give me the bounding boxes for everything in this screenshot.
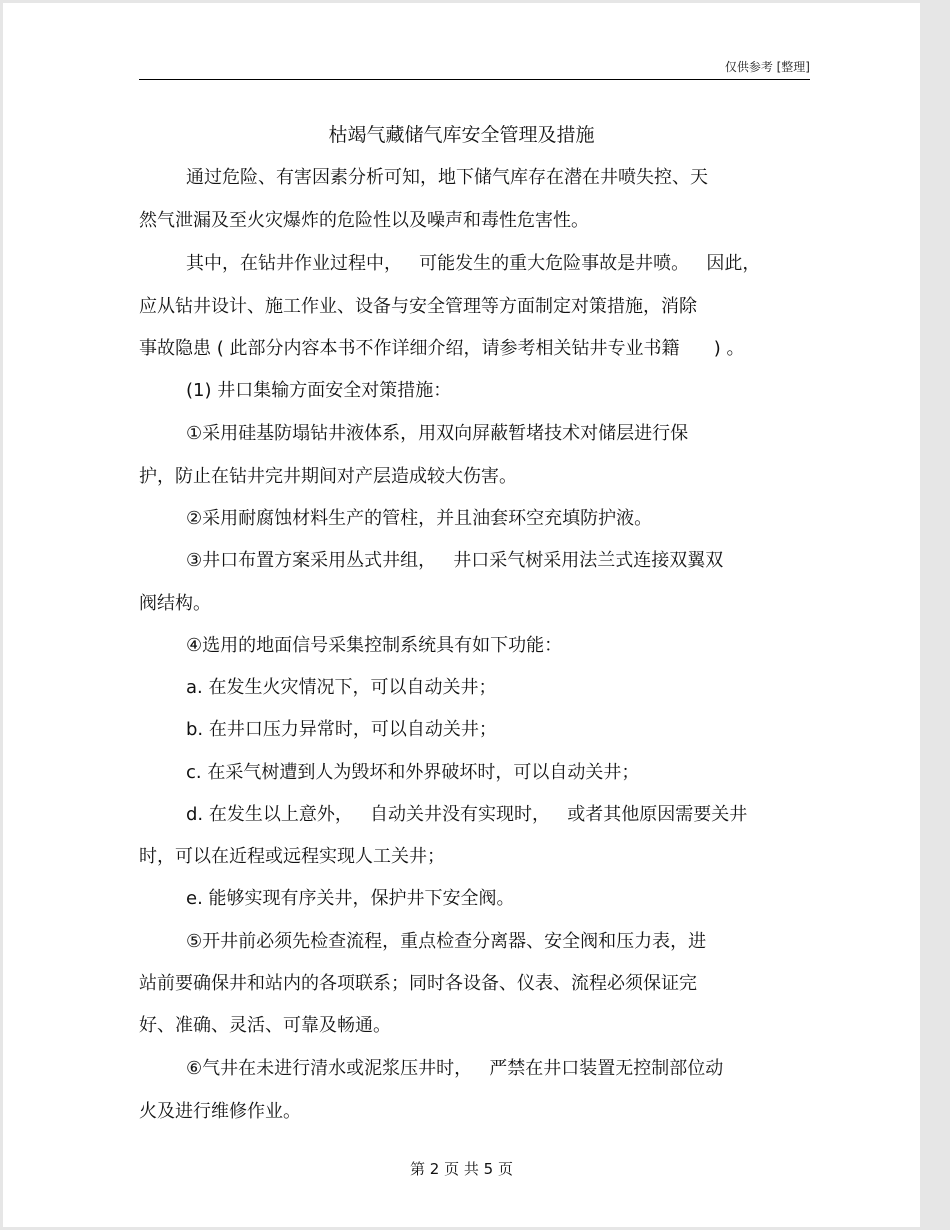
body-line: 其中，在钻井作业过程中， 可能发生的重大危险事故是井喷。 因此， [186,253,761,274]
body-line: c. 在采气树遭到人为毁坏和外界破坏时，可以自动关井； [186,762,640,783]
page-number: 第 2 页 共 5 页 [410,1160,513,1178]
body-line: ②采用耐腐蚀材料生产的管柱，并且油套环空充填防护液。 [186,508,653,529]
body-line: e. 能够实现有序关井，保护井下安全阀。 [186,888,515,909]
body-line: 好、准确、灵活、可靠及畅通。 [139,1015,391,1036]
body-line: 护，防止在钻井完井期间对产层造成较大伤害。 [139,466,517,487]
body-line: 火及进行维修作业。 [139,1101,301,1122]
body-line: d. 在发生以上意外， 自动关井没有实现时， 或者其他原因需要关井 [186,804,748,825]
document-title: 枯竭气藏储气库安全管理及措施 [328,124,595,146]
document-page [3,3,920,1227]
body-line: 站前要确保井和站内的各项联系；同时各设备、仪表、流程必须保证完 [139,973,697,994]
body-line: 应从钻井设计、施工作业、设备与安全管理等方面制定对策措施，消除 [139,296,697,317]
body-line: a. 在发生火灾情况下，可以自动关井； [186,677,497,698]
body-line: ①采用硅基防塌钻井液体系，用双向屏蔽暂堵技术对储层进行保 [186,423,689,444]
body-line: ⑤开井前必须先检查流程，重点检查分离器、安全阀和压力表，进 [186,931,707,952]
body-line: 阀结构。 [139,593,211,614]
body-line: 然气泄漏及至火灾爆炸的危险性以及噪声和毒性危害性。 [139,210,589,231]
header-divider [139,79,810,80]
header-label: 仅供参考 [整理] [724,60,810,74]
body-line: b. 在井口压力异常时，可以自动关井； [186,719,497,740]
body-line: 通过危险、有害因素分析可知，地下储气库存在潜在井喷失控、天 [186,167,708,188]
body-line: (1) 井口集输方面安全对策措施： [186,380,452,401]
body-line: ⑥气井在未进行清水或泥浆压井时， 严禁在井口装置无控制部位动 [186,1058,724,1079]
body-line: ③井口布置方案采用丛式井组， 井口采气树采用法兰式连接双翼双 [186,550,724,571]
body-line: ④选用的地面信号采集控制系统具有如下功能： [186,635,563,656]
body-line: 事故隐患 ( 此部分内容本书不作详细介绍，请参考相关钻井专业书籍 ) 。 [139,338,745,359]
body-line: 时，可以在近程或远程实现人工关井； [139,846,445,867]
